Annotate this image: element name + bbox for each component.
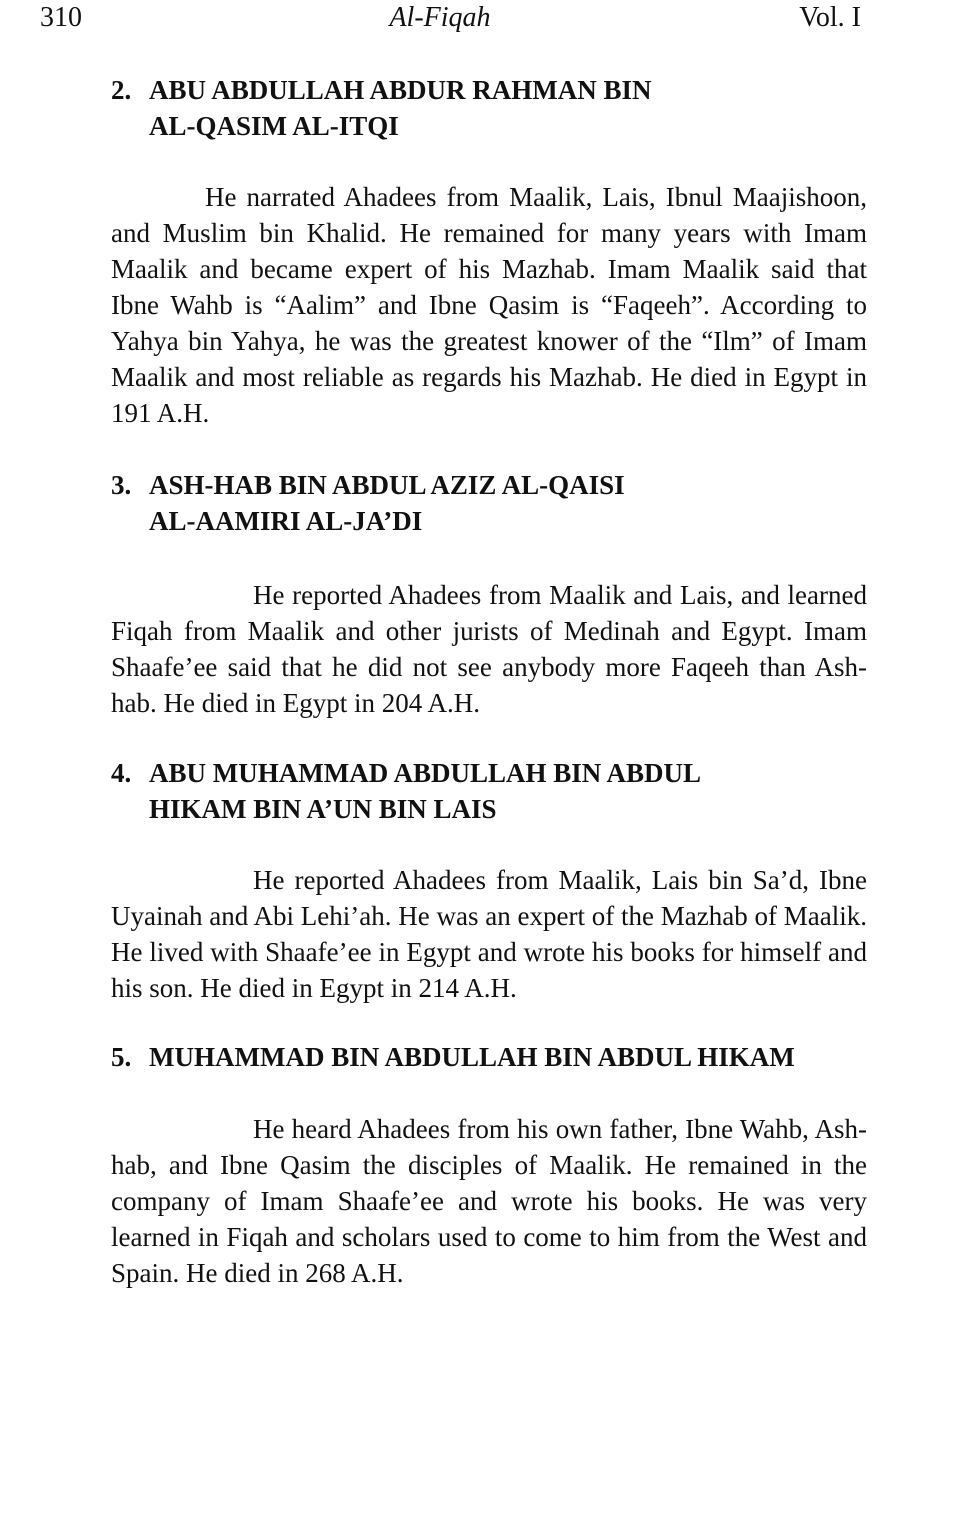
section-2 (111, 72, 867, 431)
section-4 (111, 755, 867, 1006)
section-paragraph: He reported Ahadees from Maalik, Lais bin Sa’d, Ibne Uyainah and Abi Lehi’ah. He was an expert of the Mazhab of Maalik. He lived with Shaafe’ee in Egypt and wrote his books for himself and his son. He died in Egypt in 214 A.H. (111, 865, 867, 1003)
running-title: Al-Fiqah (389, 2, 491, 33)
section-heading (111, 467, 867, 539)
heading-line: MUHAMMAD BIN ABDULLAH BIN ABDUL HIKAM (149, 1042, 795, 1072)
heading-line: HIKAM BIN A’UN BIN LAIS (149, 794, 497, 824)
heading-line: ABU ABDULLAH ABDUR RAHMAN BIN (149, 75, 652, 105)
section-number: 3. (111, 470, 132, 500)
section-paragraph: He narrated Ahadees from Maalik, Lais, Ibnul Maajishoon, and Muslim bin Khalid. He remained for many years with Imam Maalik and became expert of his Mazhab. Imam Maalik said that Ibne Wahb is “Aalim” and Ibne Qasim is “Faqeeh”. According to Yahya bin Yahya, he was the greatest knower of the “Ilm” of Imam Maalik and most reliable as regards his Mazhab. He died in Egypt in 191 A.H. (111, 182, 867, 428)
section-heading (111, 72, 867, 144)
section-heading (111, 1039, 867, 1075)
page-body (111, 70, 867, 1291)
page-number: 310 (40, 2, 82, 33)
section-5 (111, 1039, 867, 1291)
section-heading (111, 755, 867, 827)
section-number: 2. (111, 75, 132, 105)
heading-line: AL-AAMIRI AL-JA’DI (149, 506, 423, 536)
section-number: 4. (111, 758, 132, 788)
section-paragraph: He heard Ahadees from his own father, Ibne Wahb, Ash-hab, and Ibne Qasim the disciples of Maalik. He remained in the company of Imam Shaafe’ee and wrote his books. He was very learned in Fiqah and scholars used to come to him from the West and Spain. He died in 268 A.H. (111, 1114, 867, 1288)
section-3 (111, 467, 867, 721)
page-header (0, 0, 960, 40)
heading-line: AL-QASIM AL-ITQI (149, 111, 399, 141)
volume-label: Vol. I (799, 2, 861, 33)
section-paragraph: He reported Ahadees from Maalik and Lais, and learned Fiqah from Maalik and other jurists of Medinah and Egypt. Imam Shaafe’ee said that he did not see anybody more Faqeeh than Ash-hab. He died in Egypt in 204 A.H. (111, 580, 867, 718)
section-number: 5. (111, 1042, 132, 1072)
heading-line: ASH-HAB BIN ABDUL AZIZ AL-QAISI (149, 470, 625, 500)
heading-line: ABU MUHAMMAD ABDULLAH BIN ABDUL (149, 758, 702, 788)
